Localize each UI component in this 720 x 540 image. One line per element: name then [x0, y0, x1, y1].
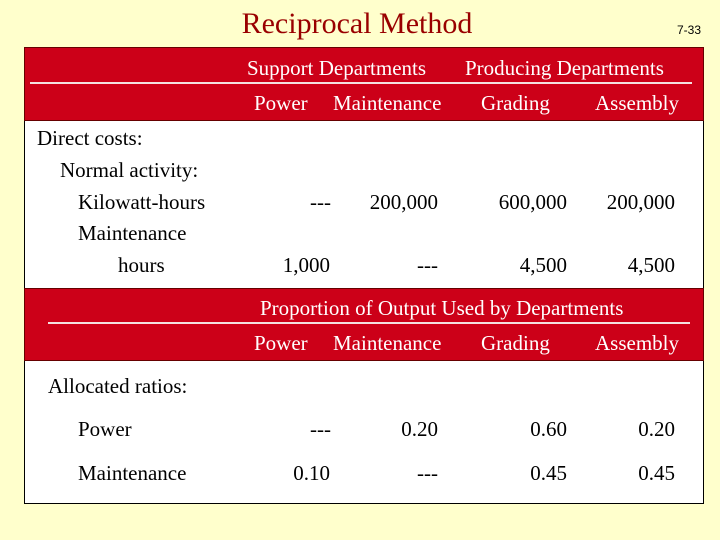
ratio-cell: 0.20	[638, 417, 675, 441]
label-allocated-ratios: Allocated ratios:	[48, 374, 188, 398]
col2-header-power: Power	[254, 331, 308, 355]
section2-header: Proportion of Output Used by Departments	[260, 296, 624, 320]
ratio-cell: 0.10	[293, 461, 330, 485]
ratio-row-label: Power	[78, 417, 132, 441]
header-divider-1	[30, 82, 692, 84]
header-divider-2	[48, 322, 690, 324]
col2-header-assembly: Assembly	[595, 331, 679, 355]
label-maintenance: Maintenance	[78, 221, 187, 245]
ratio-cell: 0.60	[530, 417, 567, 441]
col-header-assembly: Assembly	[595, 91, 679, 115]
hours-grading: 4,500	[519, 253, 567, 277]
hours-power: 1,000	[282, 253, 330, 277]
ratio-row-label: Maintenance	[78, 461, 187, 485]
col-header-power: Power	[254, 91, 308, 115]
col-header-maintenance: Maintenance	[333, 91, 442, 115]
group-header-producing: Producing Departments	[465, 56, 664, 80]
kwh-maintenance: 200,000	[369, 190, 438, 214]
col2-header-grading: Grading	[481, 331, 550, 355]
label-direct-costs: Direct costs:	[37, 126, 143, 150]
ratio-cell: 0.45	[530, 461, 567, 485]
slide-title: Reciprocal Method	[241, 7, 473, 40]
label-kilowatt-hours: Kilowatt-hours	[78, 190, 206, 214]
kwh-grading: 600,000	[498, 190, 567, 214]
ratio-cell: 0.20	[401, 417, 438, 441]
kwh-power: ---	[310, 190, 331, 214]
kwh-assembly: 200,000	[606, 190, 675, 214]
hours-maintenance: ---	[417, 253, 438, 277]
label-hours: hours	[118, 253, 165, 277]
group-header-support: Support Departments	[247, 56, 427, 80]
col-header-grading: Grading	[481, 91, 550, 115]
ratio-cell: 0.45	[638, 461, 675, 485]
ratio-cell: ---	[310, 417, 331, 441]
col2-header-maintenance: Maintenance	[333, 331, 442, 355]
ratio-cell: ---	[417, 461, 438, 485]
label-normal-activity: Normal activity:	[60, 158, 199, 182]
slide-number: 7-33	[677, 23, 702, 37]
hours-assembly: 4,500	[627, 253, 675, 277]
